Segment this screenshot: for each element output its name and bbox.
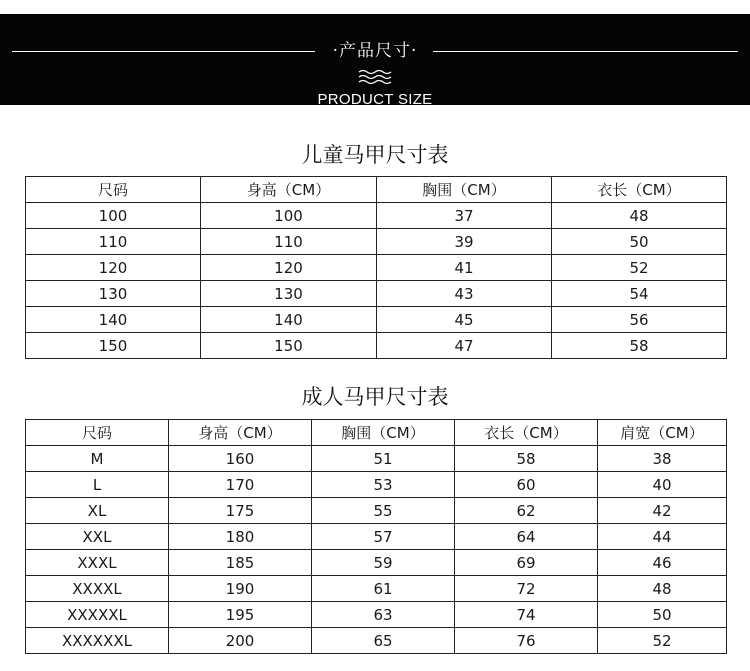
table-cell: 120 (201, 255, 377, 281)
table-row (26, 255, 727, 281)
table-cell: 120 (26, 255, 201, 281)
table-cell: 52 (598, 628, 727, 654)
table-row (26, 602, 727, 628)
table-row (26, 307, 727, 333)
table-cell: 43 (377, 281, 552, 307)
table-cell: 175 (169, 498, 312, 524)
banner-title: ·产品尺寸· (332, 41, 418, 61)
table-cell: 76 (455, 628, 598, 654)
table-cell: 52 (552, 255, 727, 281)
table-row (26, 281, 727, 307)
table-cell: 39 (377, 229, 552, 255)
column-header: 胸围（CM） (312, 420, 455, 446)
table-row (26, 550, 727, 576)
table-cell: 64 (455, 524, 598, 550)
table-cell: 195 (169, 602, 312, 628)
kids-table-title: 儿童马甲尺寸表 (301, 143, 449, 167)
column-header: 肩宽（CM） (598, 420, 727, 446)
table-cell: 74 (455, 602, 598, 628)
table-cell: 45 (377, 307, 552, 333)
table-cell: 190 (169, 576, 312, 602)
table-cell: 185 (169, 550, 312, 576)
table-header-row (26, 177, 727, 203)
table-cell: 42 (598, 498, 727, 524)
adult-table-title: 成人马甲尺寸表 (301, 385, 449, 409)
table-cell: M (26, 446, 169, 472)
table-cell: 150 (201, 333, 377, 359)
table-cell: XXXL (26, 550, 169, 576)
table-row (26, 498, 727, 524)
table-cell: 55 (312, 498, 455, 524)
table-cell: 37 (377, 203, 552, 229)
table-cell: XXXXL (26, 576, 169, 602)
table-cell: 140 (201, 307, 377, 333)
column-header: 尺码 (26, 420, 169, 446)
table-cell: XXL (26, 524, 169, 550)
table-row (26, 472, 727, 498)
column-header: 身高（CM） (169, 420, 312, 446)
table-cell: 60 (455, 472, 598, 498)
table-cell: 63 (312, 602, 455, 628)
table-cell: 38 (598, 446, 727, 472)
table-cell: 50 (598, 602, 727, 628)
table-header-row (26, 420, 727, 446)
table-cell: 40 (598, 472, 727, 498)
column-header: 衣长（CM） (552, 177, 727, 203)
header-banner (0, 14, 750, 108)
table-cell: 61 (312, 576, 455, 602)
table-cell: 53 (312, 472, 455, 498)
table-cell: 57 (312, 524, 455, 550)
table-row (26, 333, 727, 359)
table-cell: XXXXXXL (26, 628, 169, 654)
table-cell: 54 (552, 281, 727, 307)
table-row (26, 446, 727, 472)
table-cell: 58 (455, 446, 598, 472)
table-cell: 110 (201, 229, 377, 255)
table-cell: 51 (312, 446, 455, 472)
table-row (26, 203, 727, 229)
table-cell: 130 (26, 281, 201, 307)
table-cell: 59 (312, 550, 455, 576)
column-header: 胸围（CM） (377, 177, 552, 203)
table-cell: 130 (201, 281, 377, 307)
table-cell: 100 (26, 203, 201, 229)
table-cell: 140 (26, 307, 201, 333)
table-cell: 48 (552, 203, 727, 229)
table-cell: 100 (201, 203, 377, 229)
table-cell: 180 (169, 524, 312, 550)
table-cell: 69 (455, 550, 598, 576)
table-cell: L (26, 472, 169, 498)
table-cell: 110 (26, 229, 201, 255)
kids-size-table (25, 176, 727, 359)
table-cell: 160 (169, 446, 312, 472)
table-row (26, 229, 727, 255)
table-row (26, 576, 727, 602)
table-cell: 46 (598, 550, 727, 576)
wave-icon (358, 69, 392, 85)
column-header: 尺码 (26, 177, 201, 203)
column-header: 身高（CM） (201, 177, 377, 203)
table-cell: XL (26, 498, 169, 524)
adult-size-table (25, 419, 727, 654)
table-cell: 150 (26, 333, 201, 359)
table-cell: XXXXXL (26, 602, 169, 628)
table-row (26, 524, 727, 550)
table-cell: 58 (552, 333, 727, 359)
table-cell: 56 (552, 307, 727, 333)
table-cell: 62 (455, 498, 598, 524)
table-cell: 50 (552, 229, 727, 255)
table-cell: 44 (598, 524, 727, 550)
column-header: 衣长（CM） (455, 420, 598, 446)
table-row (26, 628, 727, 654)
table-cell: 47 (377, 333, 552, 359)
table-cell: 200 (169, 628, 312, 654)
table-cell: 170 (169, 472, 312, 498)
table-cell: 65 (312, 628, 455, 654)
table-cell: 41 (377, 255, 552, 281)
table-cell: 48 (598, 576, 727, 602)
banner-subtitle: PRODUCT SIZE (317, 91, 433, 108)
table-cell: 72 (455, 576, 598, 602)
